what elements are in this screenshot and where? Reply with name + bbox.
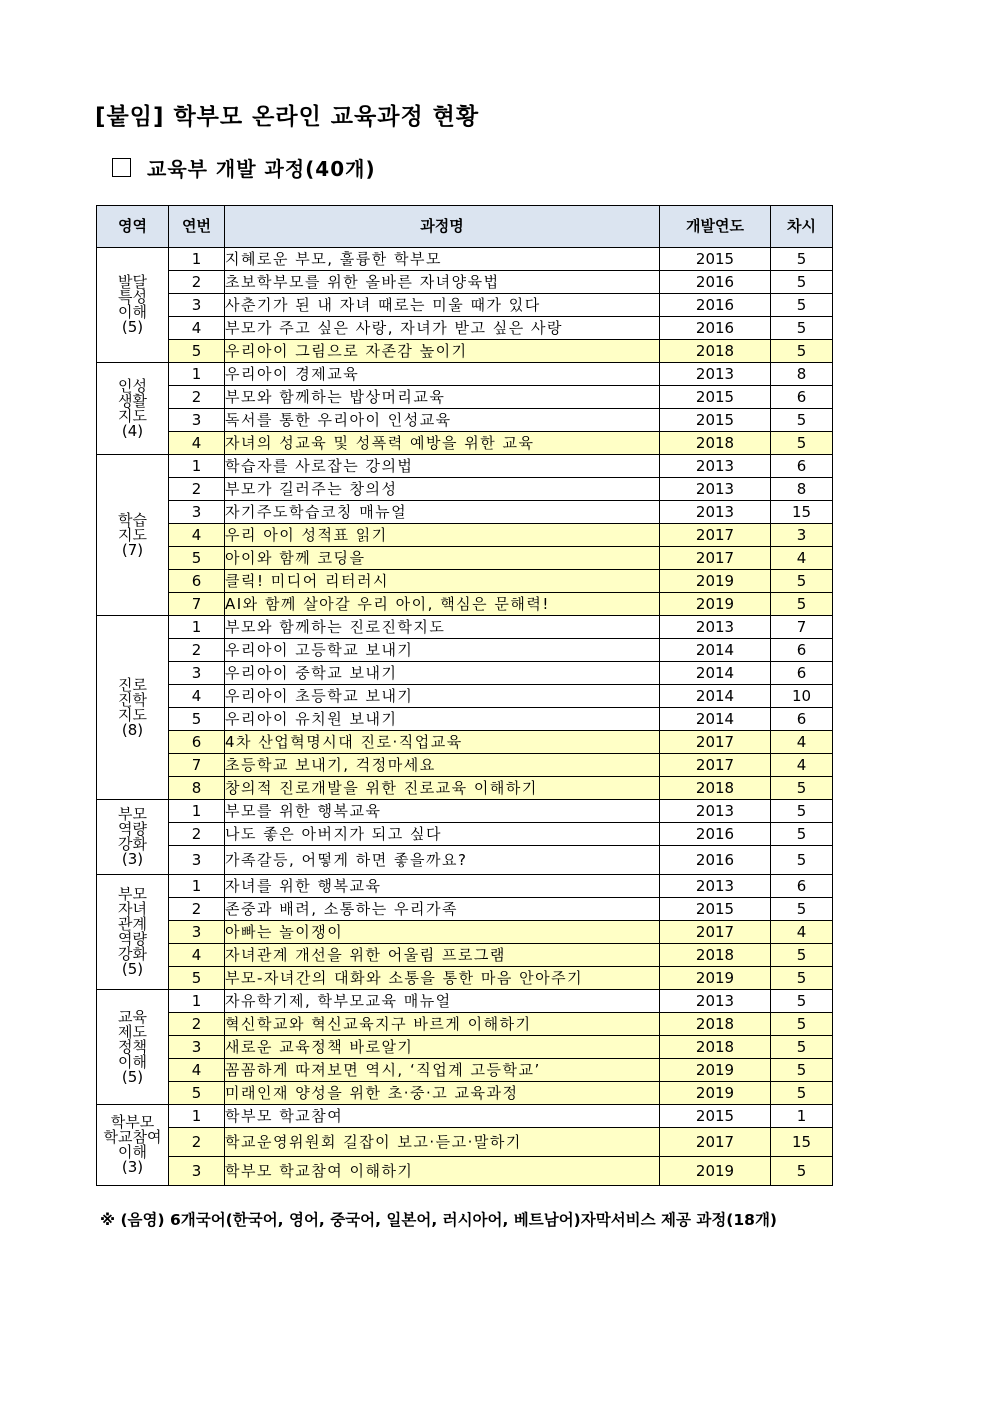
no-cell: 5 (169, 708, 225, 731)
year-cell: 2016 (660, 317, 771, 340)
year-cell: 2016 (660, 823, 771, 846)
header-name: 과정명 (225, 206, 660, 248)
no-cell: 1 (169, 363, 225, 386)
name-cell: 우리 아이 성적표 읽기 (225, 524, 660, 547)
table-body (97, 248, 833, 1186)
hours-cell: 5 (771, 593, 833, 616)
year-cell: 2019 (660, 593, 771, 616)
name-cell: 부모를 위한 행복교육 (225, 800, 660, 823)
name-cell: 지혜로운 부모, 훌륭한 학부모 (225, 248, 660, 271)
year-cell: 2016 (660, 294, 771, 317)
hours-cell: 4 (771, 731, 833, 754)
hours-cell: 5 (771, 409, 833, 432)
hours-cell: 5 (771, 846, 833, 875)
no-cell: 2 (169, 386, 225, 409)
no-cell: 3 (169, 294, 225, 317)
name-cell: 우리아이 그림으로 자존감 높이기 (225, 340, 660, 363)
no-cell: 3 (169, 662, 225, 685)
no-cell: 3 (169, 1036, 225, 1059)
area-cell: 부모 역량 강화 (3) (97, 800, 169, 875)
hours-cell: 5 (771, 990, 833, 1013)
section-subtitle (112, 153, 376, 182)
no-cell: 7 (169, 593, 225, 616)
year-cell: 2013 (660, 363, 771, 386)
year-cell: 2015 (660, 1105, 771, 1128)
hours-cell: 5 (771, 898, 833, 921)
name-cell: AI와 함께 살아갈 우리 아이, 핵심은 문해력! (225, 593, 660, 616)
hours-cell: 10 (771, 685, 833, 708)
year-cell: 2014 (660, 639, 771, 662)
name-cell: 학교운영위원회 길잡이 보고·듣고·말하기 (225, 1128, 660, 1157)
year-cell: 2019 (660, 1157, 771, 1186)
header-no: 연번 (169, 206, 225, 248)
hours-cell: 5 (771, 340, 833, 363)
no-cell: 4 (169, 432, 225, 455)
name-cell: 우리아이 유치원 보내기 (225, 708, 660, 731)
year-cell: 2016 (660, 271, 771, 294)
year-cell: 2018 (660, 944, 771, 967)
no-cell: 2 (169, 1013, 225, 1036)
year-cell: 2017 (660, 921, 771, 944)
table-row (97, 271, 833, 294)
table-row (97, 1013, 833, 1036)
year-cell: 2018 (660, 1036, 771, 1059)
hours-cell: 5 (771, 271, 833, 294)
year-cell: 2017 (660, 1128, 771, 1157)
hours-cell: 5 (771, 570, 833, 593)
table-row (97, 823, 833, 846)
name-cell: 독서를 통한 우리아이 인성교육 (225, 409, 660, 432)
hours-cell: 5 (771, 294, 833, 317)
no-cell: 5 (169, 547, 225, 570)
name-cell: 우리아이 경제교육 (225, 363, 660, 386)
year-cell: 2013 (660, 455, 771, 478)
year-cell: 2018 (660, 1013, 771, 1036)
year-cell: 2019 (660, 570, 771, 593)
no-cell: 3 (169, 1157, 225, 1186)
name-cell: 가족갈등, 어떻게 하면 좋을까요? (225, 846, 660, 875)
name-cell: 학부모 학교참여 (225, 1105, 660, 1128)
no-cell: 3 (169, 501, 225, 524)
name-cell: 자녀의 성교육 및 성폭력 예방을 위한 교육 (225, 432, 660, 455)
table-row (97, 409, 833, 432)
hours-cell: 5 (771, 823, 833, 846)
hours-cell: 5 (771, 1036, 833, 1059)
hours-cell: 5 (771, 1013, 833, 1036)
name-cell: 사춘기가 된 내 자녀 때로는 미울 때가 있다 (225, 294, 660, 317)
no-cell: 4 (169, 944, 225, 967)
year-cell: 2013 (660, 501, 771, 524)
no-cell: 1 (169, 616, 225, 639)
name-cell: 우리아이 중학교 보내기 (225, 662, 660, 685)
name-cell: 자녀관계 개선을 위한 어울림 프로그램 (225, 944, 660, 967)
name-cell: 학습자를 사로잡는 강의법 (225, 455, 660, 478)
hours-cell: 5 (771, 1157, 833, 1186)
year-cell: 2015 (660, 386, 771, 409)
year-cell: 2013 (660, 800, 771, 823)
no-cell: 4 (169, 1059, 225, 1082)
name-cell: 나도 좋은 아버지가 되고 싶다 (225, 823, 660, 846)
no-cell: 4 (169, 685, 225, 708)
area-cell: 학부모 학교참여 이해 (3) (97, 1105, 169, 1186)
table-row (97, 708, 833, 731)
name-cell: 존중과 배려, 소통하는 우리가족 (225, 898, 660, 921)
hours-cell: 6 (771, 875, 833, 898)
name-cell: 우리아이 고등학교 보내기 (225, 639, 660, 662)
year-cell: 2017 (660, 547, 771, 570)
area-cell: 진로 진학 지도 (8) (97, 616, 169, 800)
no-cell: 6 (169, 570, 225, 593)
year-cell: 2017 (660, 731, 771, 754)
area-cell: 교육 제도 정책 이해 (5) (97, 990, 169, 1105)
table-row (97, 1157, 833, 1186)
table-row (97, 1036, 833, 1059)
table-row (97, 990, 833, 1013)
no-cell: 6 (169, 731, 225, 754)
area-cell: 부모 자녀 관계 역량 강화 (5) (97, 875, 169, 990)
hours-cell: 5 (771, 248, 833, 271)
hours-cell: 5 (771, 944, 833, 967)
table-row (97, 777, 833, 800)
hours-cell: 5 (771, 967, 833, 990)
year-cell: 2015 (660, 409, 771, 432)
table-row (97, 731, 833, 754)
table-row (97, 1105, 833, 1128)
table-row (97, 846, 833, 875)
no-cell: 5 (169, 340, 225, 363)
no-cell: 1 (169, 1105, 225, 1128)
no-cell: 3 (169, 409, 225, 432)
no-cell: 8 (169, 777, 225, 800)
no-cell: 2 (169, 823, 225, 846)
table-row (97, 455, 833, 478)
header-area: 영역 (97, 206, 169, 248)
hours-cell: 6 (771, 708, 833, 731)
name-cell: 부모가 길러주는 창의성 (225, 478, 660, 501)
no-cell: 4 (169, 317, 225, 340)
table-header-row (97, 206, 833, 248)
table-row (97, 944, 833, 967)
name-cell: 학부모 학교참여 이해하기 (225, 1157, 660, 1186)
table-row (97, 875, 833, 898)
name-cell: 부모와 함께하는 밥상머리교육 (225, 386, 660, 409)
name-cell: 클릭! 미디어 리터러시 (225, 570, 660, 593)
table-row (97, 685, 833, 708)
year-cell: 2018 (660, 432, 771, 455)
year-cell: 2014 (660, 685, 771, 708)
table-row (97, 478, 833, 501)
hours-cell: 5 (771, 777, 833, 800)
checkbox-square-icon (112, 158, 131, 177)
hours-cell: 4 (771, 754, 833, 777)
header-year: 개발연도 (660, 206, 771, 248)
table-row (97, 570, 833, 593)
table-row (97, 754, 833, 777)
hours-cell: 15 (771, 1128, 833, 1157)
page-title: [붙임] 학부모 온라인 교육과정 현황 (95, 104, 480, 130)
hours-cell: 5 (771, 1059, 833, 1082)
area-cell: 발달 특성 이해 (5) (97, 248, 169, 363)
hours-cell: 5 (771, 317, 833, 340)
hours-cell: 6 (771, 455, 833, 478)
hours-cell: 8 (771, 363, 833, 386)
year-cell: 2013 (660, 478, 771, 501)
area-cell: 학습 지도 (7) (97, 455, 169, 616)
no-cell: 2 (169, 478, 225, 501)
subtitle-text: 교육부 개발 과정(40개) (147, 157, 376, 181)
year-cell: 2019 (660, 967, 771, 990)
no-cell: 3 (169, 846, 225, 875)
no-cell: 1 (169, 248, 225, 271)
no-cell: 4 (169, 524, 225, 547)
table-row (97, 1082, 833, 1105)
no-cell: 1 (169, 455, 225, 478)
year-cell: 2015 (660, 898, 771, 921)
table-row (97, 898, 833, 921)
name-cell: 창의적 진로개발을 위한 진로교육 이해하기 (225, 777, 660, 800)
name-cell: 부모와 함께하는 진로진학지도 (225, 616, 660, 639)
year-cell: 2014 (660, 708, 771, 731)
no-cell: 1 (169, 875, 225, 898)
name-cell: 부모가 주고 싶은 사랑, 자녀가 받고 싶은 사랑 (225, 317, 660, 340)
year-cell: 2016 (660, 846, 771, 875)
name-cell: 부모-자녀간의 대화와 소통을 통한 마음 안아주기 (225, 967, 660, 990)
no-cell: 5 (169, 967, 225, 990)
name-cell: 아빠는 놀이쟁이 (225, 921, 660, 944)
hours-cell: 6 (771, 386, 833, 409)
no-cell: 2 (169, 898, 225, 921)
name-cell: 꼼꼼하게 따져보면 역시, ‘직업계 고등학교’ (225, 1059, 660, 1082)
table-row (97, 800, 833, 823)
name-cell: 아이와 함께 코딩을 (225, 547, 660, 570)
no-cell: 1 (169, 800, 225, 823)
hours-cell: 5 (771, 1082, 833, 1105)
no-cell: 5 (169, 1082, 225, 1105)
year-cell: 2015 (660, 248, 771, 271)
name-cell: 자유학기제, 학부모교육 매뉴얼 (225, 990, 660, 1013)
hours-cell: 15 (771, 501, 833, 524)
table-row (97, 317, 833, 340)
table-row (97, 547, 833, 570)
hours-cell: 3 (771, 524, 833, 547)
hours-cell: 1 (771, 1105, 833, 1128)
no-cell: 3 (169, 921, 225, 944)
name-cell: 새로운 교육정책 바로알기 (225, 1036, 660, 1059)
table-row (97, 616, 833, 639)
header-hours: 차시 (771, 206, 833, 248)
name-cell: 우리아이 초등학교 보내기 (225, 685, 660, 708)
table-row (97, 386, 833, 409)
name-cell: 자녀를 위한 행복교육 (225, 875, 660, 898)
hours-cell: 4 (771, 547, 833, 570)
hours-cell: 8 (771, 478, 833, 501)
year-cell: 2019 (660, 1082, 771, 1105)
table-row (97, 524, 833, 547)
year-cell: 2018 (660, 777, 771, 800)
table-row (97, 593, 833, 616)
table-row (97, 662, 833, 685)
year-cell: 2018 (660, 340, 771, 363)
course-table (96, 205, 833, 1186)
year-cell: 2014 (660, 662, 771, 685)
no-cell: 2 (169, 639, 225, 662)
table-row (97, 294, 833, 317)
table-row (97, 363, 833, 386)
table-row (97, 967, 833, 990)
name-cell: 초등학교 보내기, 걱정마세요 (225, 754, 660, 777)
year-cell: 2013 (660, 875, 771, 898)
table-row (97, 432, 833, 455)
hours-cell: 4 (771, 921, 833, 944)
table-row (97, 1059, 833, 1082)
year-cell: 2017 (660, 754, 771, 777)
hours-cell: 6 (771, 662, 833, 685)
hours-cell: 6 (771, 639, 833, 662)
year-cell: 2013 (660, 616, 771, 639)
hours-cell: 5 (771, 800, 833, 823)
no-cell: 1 (169, 990, 225, 1013)
name-cell: 4차 산업혁명시대 진로·직업교육 (225, 731, 660, 754)
hours-cell: 5 (771, 432, 833, 455)
footnote: ※ (음영) 6개국어(한국어, 영어, 중국어, 일본어, 러시아어, 베트남어)자막서비스 제공 과정(18개) (100, 1211, 778, 1229)
year-cell: 2019 (660, 1059, 771, 1082)
no-cell: 2 (169, 1128, 225, 1157)
table-row (97, 639, 833, 662)
table-row (97, 248, 833, 271)
name-cell: 자기주도학습코칭 매뉴얼 (225, 501, 660, 524)
table-row (97, 921, 833, 944)
name-cell: 혁신학교와 혁신교육지구 바르게 이해하기 (225, 1013, 660, 1036)
no-cell: 7 (169, 754, 225, 777)
year-cell: 2017 (660, 524, 771, 547)
no-cell: 2 (169, 271, 225, 294)
area-cell: 인성 생활 지도 (4) (97, 363, 169, 455)
table-row (97, 340, 833, 363)
hours-cell: 7 (771, 616, 833, 639)
name-cell: 미래인재 양성을 위한 초·중·고 교육과정 (225, 1082, 660, 1105)
name-cell: 초보학부모를 위한 올바른 자녀양육법 (225, 271, 660, 294)
table-row (97, 501, 833, 524)
year-cell: 2013 (660, 990, 771, 1013)
table-row (97, 1128, 833, 1157)
